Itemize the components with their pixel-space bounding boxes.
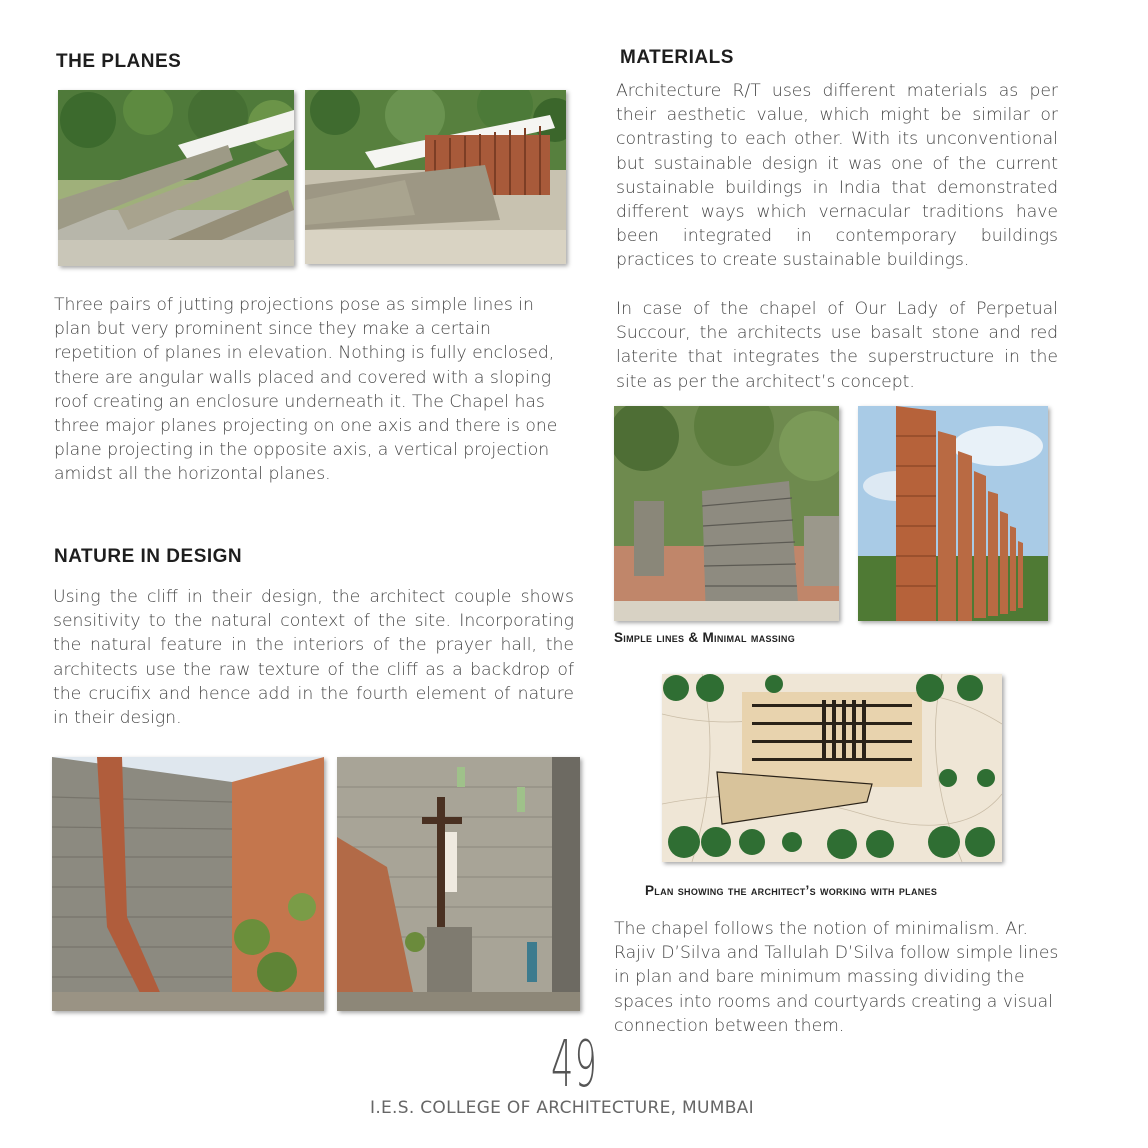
planes-heading: THE PLANES [56, 51, 182, 72]
footer-college-name: I.E.S. COLLEGE OF ARCHITECTURE, MUMBAI [370, 1098, 754, 1118]
nature-photo-crucifix [337, 757, 580, 1011]
plan-drawing [662, 674, 1002, 862]
materials-paragraph-1: Architecture R/T uses different materials as per their aesthetic value, which might be similar or contrasting to each other. With its unconventional but sustainable design it was one of the current sustainable buildings in India that demonstrated different ways which vernacular traditions have been integrated in contemporary buildings practices to create sustainable buildings. [616, 81, 1058, 271]
minimalism-paragraph: The chapel follows the notion of minimalism. Ar. Rajiv D’Silva and Tallulah D’Silva follow simple lines in plan and bare minimum massing dividing the spaces into rooms and courtyards creating a visual connection between them. [614, 919, 1059, 1036]
materials-paragraph-2: In case of the chapel of Our Lady of Perpetual Succour, the architects use basalt stone and red laterite that integrates the superstructure in the site as per the architect’s concept. [616, 299, 1058, 392]
nature-photo-cliff [52, 757, 324, 1011]
materials-heading: MATERIALS [620, 47, 734, 68]
materials-photo-stone [614, 406, 839, 621]
page-number: 49 [551, 1028, 598, 1102]
materials-photo-laterite [858, 406, 1048, 621]
nature-heading: NATURE IN DESIGN [54, 546, 243, 567]
plan-caption: Plan showing the architect’s working with planes [645, 883, 938, 898]
massing-caption: Simple lines & Minimal massing [614, 630, 796, 645]
planes-paragraph: Three pairs of jutting projections pose as simple lines in plan but very prominent since they make a certain repetition of planes in elevation. Nothing is fully enclosed, there are angular walls placed and covered with a sloping roof creating an enclosure underneath it. The Chapel has three major planes projecting on one axis and there is one plane projecting in the opposite axis, a vertical projection amidst all the horizontal planes. [54, 295, 558, 485]
planes-photo-1 [58, 90, 294, 266]
nature-paragraph: Using the cliff in their design, the architect couple shows sensitivity to the natural context of the site. Incorporating the natural feature in the interiors of the prayer hall, the architects use the raw texture of the cliff as a backdrop of the crucifix and hence add in the fourth element of nature in their design. [53, 587, 574, 729]
planes-photo-2 [305, 90, 566, 264]
